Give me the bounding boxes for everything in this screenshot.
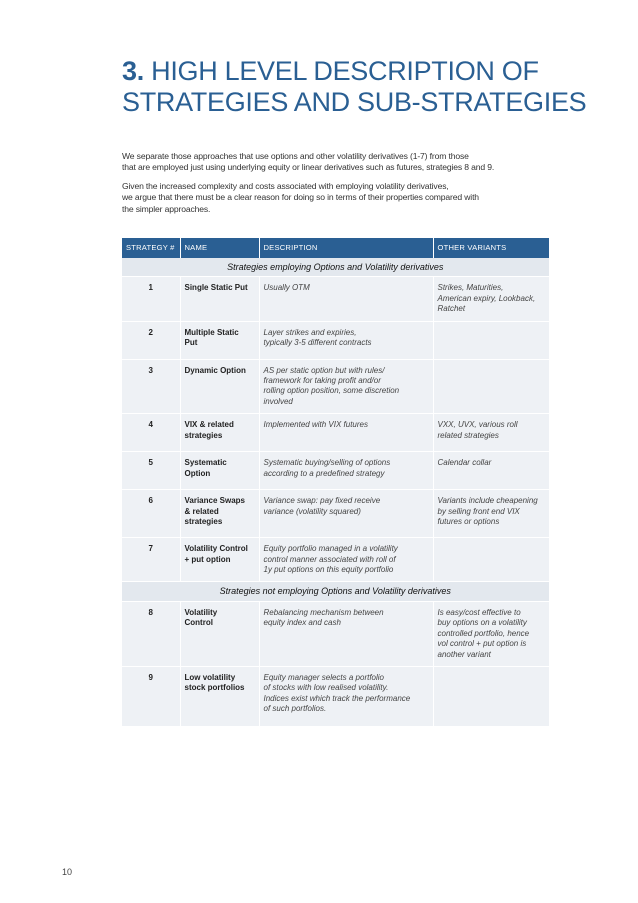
column-header-description: DESCRIPTION: [259, 238, 433, 258]
cell-line: rolling option position, some discretion: [263, 386, 400, 396]
cell-line: VIX & related: [184, 420, 234, 430]
intro-line: we argue that there must be a clear reason for doing so in terms of their properties compared with: [122, 192, 479, 203]
cell-line: Dynamic Option: [184, 365, 246, 375]
cell-line: AS per static option but with rules/: [263, 365, 385, 375]
cell-line: Indices exist which track the performance: [263, 693, 411, 703]
table-row: [122, 321, 549, 359]
cell-line: according to a predefined strategy: [263, 468, 385, 478]
table-row: [122, 359, 549, 414]
strategy-variants: [433, 414, 549, 452]
cell-line: variance (volatility squared): [263, 506, 361, 516]
cell-line: Single Static Put: [184, 283, 248, 293]
strategy-variants: [433, 321, 549, 359]
cell-line: Layer strikes and expiries,: [263, 327, 357, 337]
cell-line: controlled portfolio, hence: [437, 628, 530, 638]
column-header-name: NAME: [180, 238, 259, 258]
strategy-description: [259, 538, 433, 582]
table-row: [122, 601, 549, 666]
cell-line: Variants include cheapening: [437, 496, 538, 506]
cell-line: Volatility Control: [184, 544, 248, 554]
strategy-name: [180, 277, 259, 321]
cell-line: involved: [263, 396, 293, 406]
table-body: [122, 258, 549, 726]
table-row: [122, 277, 549, 321]
cell-line: control manner associated with roll of: [263, 554, 396, 564]
cell-line: Option: [184, 468, 211, 478]
table-header-row: [122, 238, 549, 258]
intro-paragraph-1: [122, 151, 562, 174]
cell-line: Ratchet: [437, 304, 466, 314]
strategy-variants: [433, 601, 549, 666]
table-row: [122, 452, 549, 490]
strategy-variants: [433, 452, 549, 490]
cell-line: framework for taking profit and/or: [263, 376, 381, 386]
cell-line: Calendar collar: [437, 458, 492, 468]
strategy-name: [180, 490, 259, 538]
table-row: [122, 490, 549, 538]
cell-line: Volatility: [184, 607, 218, 617]
cell-line: Low volatility: [184, 672, 236, 682]
cell-line: Control: [184, 618, 213, 628]
cell-line: stock portfolios: [184, 683, 245, 693]
title-line-2: STRATEGIES AND SUB-STRATEGIES: [122, 87, 587, 117]
strategy-name: [180, 601, 259, 666]
strategies-table: [122, 238, 550, 727]
strategy-name: [180, 359, 259, 414]
intro-line: Given the increased complexity and costs associated with employing volatility derivatives,: [122, 181, 449, 191]
cell-line: 1y put options on this equity portfolio: [263, 565, 394, 575]
section-heading: Strategies not employing Options and Volatility derivatives: [122, 582, 549, 601]
strategy-number: 9: [122, 666, 180, 726]
strategy-number: 2: [122, 321, 180, 359]
cell-line: vol control + put option is: [437, 639, 527, 649]
strategy-description: [259, 666, 433, 726]
title-line-1: [122, 56, 622, 87]
cell-line: VXX, UVX, various roll: [437, 420, 518, 430]
cell-line: Systematic buying/selling of options: [263, 458, 391, 468]
strategy-name: [180, 538, 259, 582]
cell-line: related strategies: [437, 430, 499, 440]
table-row: [122, 414, 549, 452]
cell-line: & related: [184, 506, 219, 516]
section-row: [122, 582, 549, 601]
section-row: [122, 258, 549, 277]
column-header-variants: OTHER VARIANTS: [433, 238, 549, 258]
cell-line: equity index and cash: [263, 618, 341, 628]
strategy-number: 5: [122, 452, 180, 490]
page-number: 10: [62, 867, 73, 877]
cell-line: Is easy/cost effective to: [437, 607, 521, 617]
cell-line: Multiple Static: [184, 327, 239, 337]
strategy-description: [259, 359, 433, 414]
strategy-variants: [433, 666, 549, 726]
section-number: 3.: [122, 56, 144, 86]
strategy-variants: [433, 359, 549, 414]
cell-line: by selling front end VIX: [437, 506, 520, 516]
strategy-name: [180, 452, 259, 490]
strategy-name: [180, 321, 259, 359]
strategy-variants: [433, 490, 549, 538]
strategy-number: 6: [122, 490, 180, 538]
intro-line: the simpler approaches.: [122, 203, 211, 214]
cell-line: Systematic: [184, 458, 227, 468]
strategy-description: [259, 490, 433, 538]
cell-line: futures or options: [437, 517, 500, 527]
cell-line: buy options on a volatility: [437, 618, 527, 628]
strategy-description: [259, 452, 433, 490]
cell-line: Equity portfolio managed in a volatility: [263, 544, 398, 554]
cell-line: typically 3-5 different contracts: [263, 338, 372, 348]
strategy-variants: [433, 277, 549, 321]
cell-line: Rebalancing mechanism between: [263, 607, 384, 617]
cell-line: of such portfolios.: [263, 704, 327, 714]
section-heading: Strategies employing Options and Volatility derivatives: [122, 258, 549, 277]
cell-line: strategies: [184, 430, 223, 440]
cell-line: of stocks with low realised volatility.: [263, 683, 389, 693]
table-row: [122, 538, 549, 582]
cell-line: Variance swap: pay fixed receive: [263, 496, 381, 506]
cell-line: another variant: [437, 649, 491, 659]
cell-line: Equity manager selects a portfolio: [263, 672, 385, 682]
strategy-number: 4: [122, 414, 180, 452]
strategy-number: 7: [122, 538, 180, 582]
cell-line: strategies: [184, 517, 223, 527]
title-text-1: HIGH LEVEL DESCRIPTION OF: [151, 56, 539, 86]
cell-line: Usually OTM: [263, 283, 310, 293]
strategy-name: [180, 414, 259, 452]
intro-paragraph-2: [122, 181, 562, 215]
strategy-number: 8: [122, 601, 180, 666]
strategy-variants: [433, 538, 549, 582]
strategy-description: [259, 414, 433, 452]
cell-line: Strikes, Maturities,: [437, 283, 504, 293]
cell-line: + put option: [184, 554, 231, 564]
cell-line: Variance Swaps: [184, 496, 245, 506]
strategy-description: [259, 601, 433, 666]
strategy-name: [180, 666, 259, 726]
page-title: [122, 56, 622, 118]
strategy-description: [259, 321, 433, 359]
intro-line: We separate those approaches that use options and other volatility derivatives (1-7) from those: [122, 151, 469, 161]
intro-line: that are employed just using underlying equity or linear derivatives such as futures, strategies 8 and 9.: [122, 162, 495, 173]
strategy-description: [259, 277, 433, 321]
cell-line: American expiry, Lookback,: [437, 293, 536, 303]
strategy-number: 1: [122, 277, 180, 321]
cell-line: Put: [184, 338, 198, 348]
strategy-number: 3: [122, 359, 180, 414]
cell-line: Implemented with VIX futures: [263, 420, 368, 430]
table-row: [122, 666, 549, 726]
column-header-strategy: STRATEGY #: [122, 238, 180, 258]
